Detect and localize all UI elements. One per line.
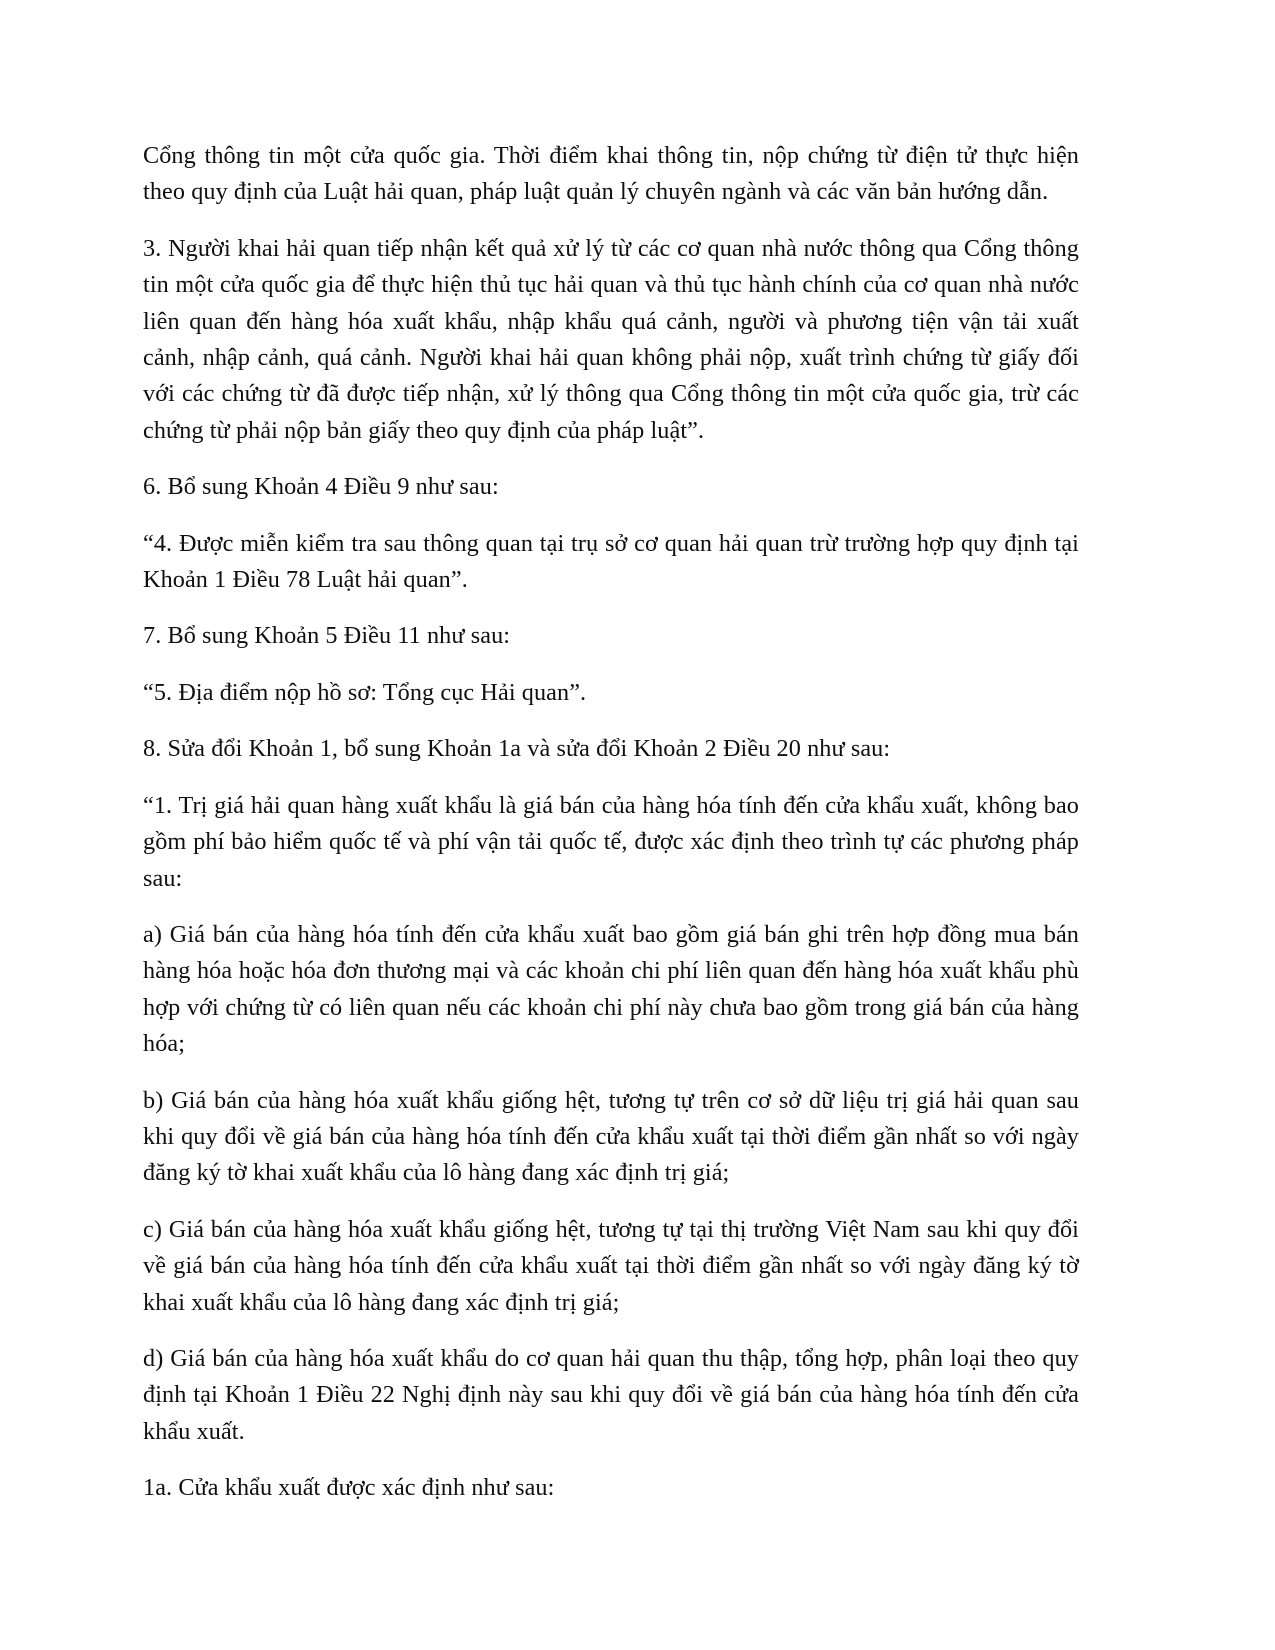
- paragraph-item-6: 6. Bổ sung Khoản 4 Điều 9 như sau:: [143, 473, 499, 501]
- paragraph-item-7: 7. Bổ sung Khoản 5 Điều 11 như sau:: [143, 622, 511, 650]
- paragraph-point-a: a) Giá bán của hàng hóa tính đến cửa khẩu xuất bao gồm giá bán ghi trên hợp đồng mua bán hàng hóa hoặc hóa đơn thương mại và các khoản chi phí liên quan đến hàng hóa xuất khẩu phù hợp với chứng từ có liên quan nếu các khoản chi phí này chưa bao gồm trong giá bán của hàng hóa;: [143, 920, 1079, 1058]
- paragraph-point-c: c) Giá bán của hàng hóa xuất khẩu giống hệt, tương tự tại thị trường Việt Nam sau khi quy đổi về giá bán của hàng hóa tính đến cửa khẩu xuất tại thời điểm gần nhất so với ngày đăng ký tờ khai xuất khẩu của lô hàng đang xác định trị giá;: [143, 1215, 1079, 1316]
- paragraph-item-1a: 1a. Cửa khẩu xuất được xác định như sau:: [143, 1474, 555, 1502]
- paragraph-quoted-clause-5: “5. Địa điểm nộp hồ sơ: Tổng cục Hải quan”.: [143, 678, 587, 706]
- paragraph-point-b: b) Giá bán của hàng hóa xuất khẩu giống hệt, tương tự trên cơ sở dữ liệu trị giá hải quan sau khi quy đổi về giá bán của hàng hóa tính đến cửa khẩu xuất tại thời điểm gần nhất so với ngày đăng ký tờ khai xuất khẩu của lô hàng đang xác định trị giá;: [143, 1086, 1079, 1187]
- paragraph-continued-national-single-window: Cổng thông tin một cửa quốc gia. Thời điểm khai thông tin, nộp chứng từ điện tử thực hiện theo quy định của Luật hải quan, pháp luật quản lý chuyên ngành và các văn bản hướng dẫn.: [143, 142, 1079, 206]
- paragraph-clause-3: 3. Người khai hải quan tiếp nhận kết quả xử lý từ các cơ quan nhà nước thông qua Cổng thông tin một cửa quốc gia để thực hiện thủ tục hải quan và thủ tục hành chính của cơ quan nhà nước liên quan đến hàng hóa xuất khẩu, nhập khẩu quá cảnh, người và phương tiện vận tải xuất cảnh, nhập cảnh, quá cảnh. Người khai hải quan không phải nộp, xuất trình chứng từ giấy đối với các chứng từ đã được tiếp nhận, xử lý thông qua Cổng thông tin một cửa quốc gia, trừ các chứng từ phải nộp bản giấy theo quy định của pháp luật”.: [143, 234, 1079, 444]
- document-body: [143, 138, 1079, 1507]
- paragraph-quoted-clause-1: “1. Trị giá hải quan hàng xuất khẩu là giá bán của hàng hóa tính đến cửa khẩu xuất, không bao gồm phí bảo hiểm quốc tế và phí vận tải quốc tế, được xác định theo trình tự các phương pháp sau:: [143, 791, 1079, 892]
- paragraph-item-8: 8. Sửa đổi Khoản 1, bổ sung Khoản 1a và sửa đổi Khoản 2 Điều 20 như sau:: [143, 735, 891, 763]
- paragraph-point-d: d) Giá bán của hàng hóa xuất khẩu do cơ quan hải quan thu thập, tổng hợp, phân loại theo quy định tại Khoản 1 Điều 22 Nghị định này sau khi quy đổi về giá bán của hàng hóa tính đến cửa khẩu xuất.: [143, 1344, 1079, 1445]
- paragraph-quoted-clause-4: “4. Được miễn kiểm tra sau thông quan tại trụ sở cơ quan hải quan trừ trường hợp quy định tại Khoản 1 Điều 78 Luật hải quan”.: [143, 529, 1079, 594]
